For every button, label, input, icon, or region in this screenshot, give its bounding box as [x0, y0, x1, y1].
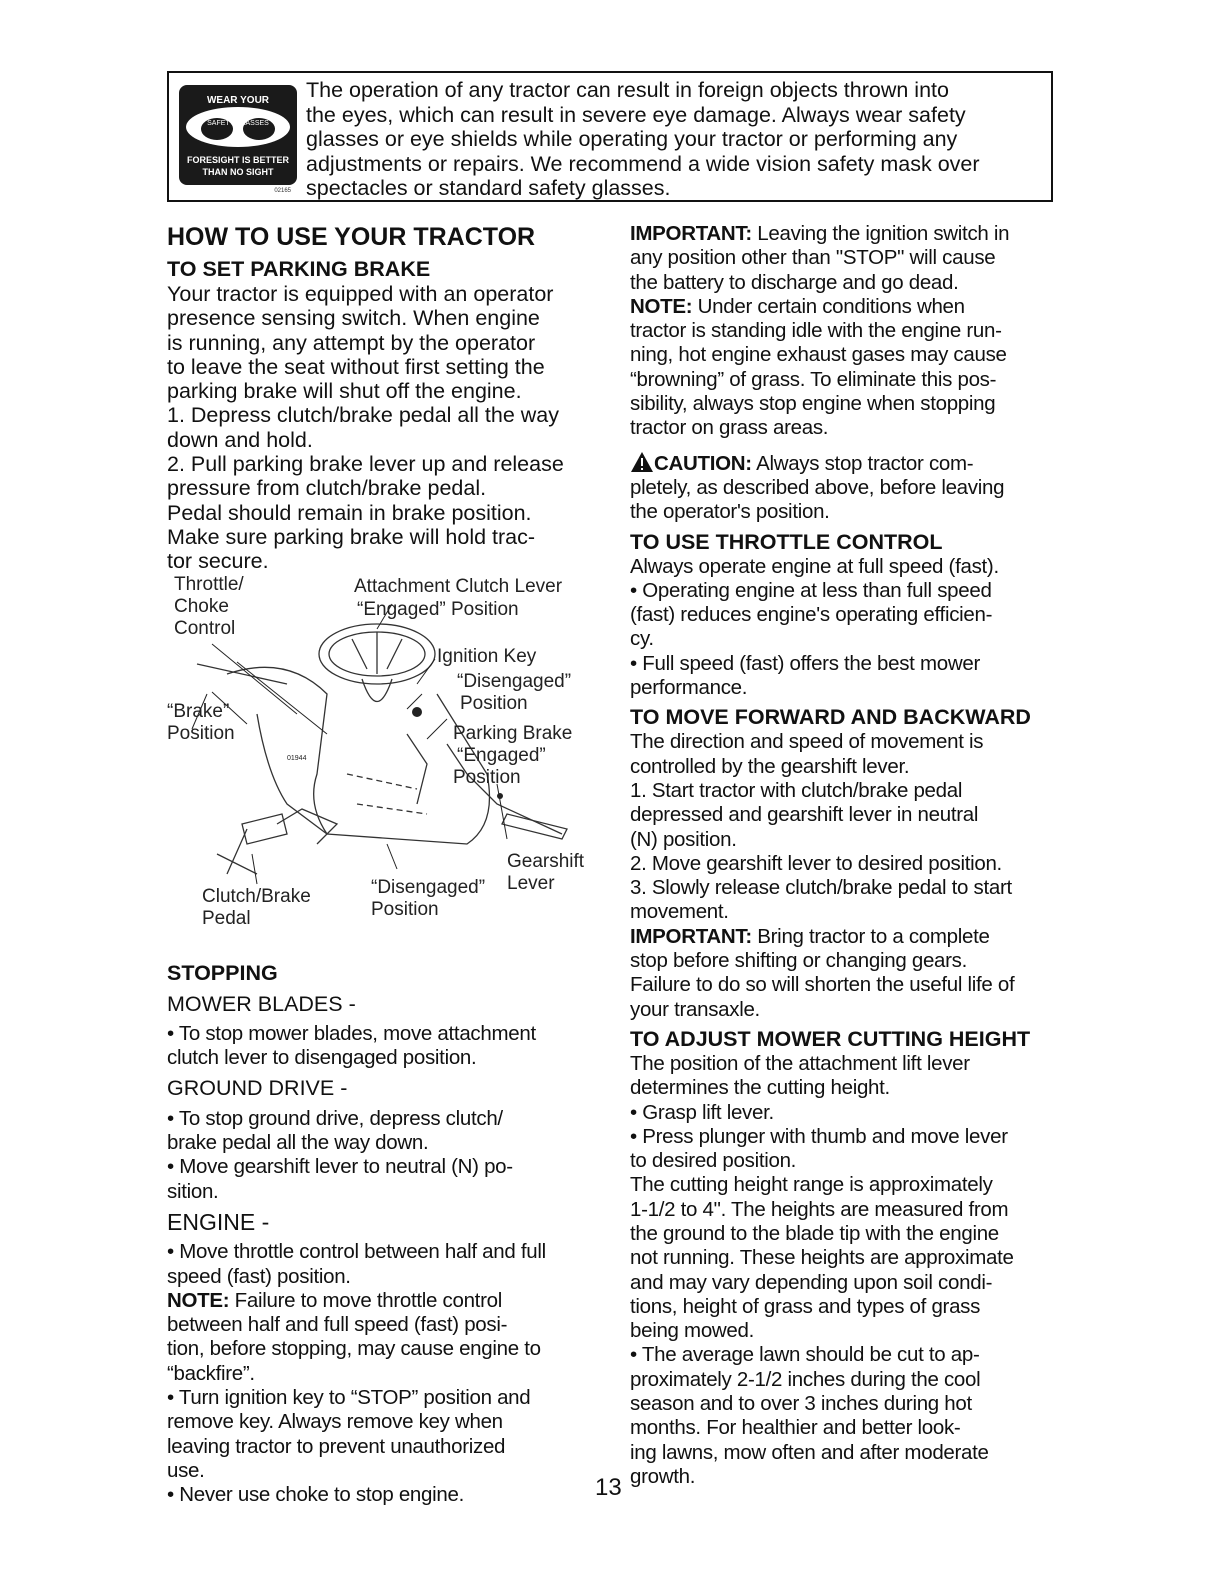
bullet-line: performance. [630, 676, 748, 700]
bullet-line: • Never use choke to stop engine. [167, 1483, 464, 1507]
label-line: Clutch/Brake [202, 886, 311, 907]
move-heading: TO MOVE FORWARD AND BACKWARD [630, 705, 1031, 730]
note-line: between half and full speed (fast) posi- [167, 1313, 508, 1337]
parking-line: parking brake will shut off the engine. [167, 379, 522, 404]
ground-bullet-1 [167, 1107, 599, 1156]
step-line: 2. Move gearshift lever to desired position. [630, 851, 1002, 875]
section-title: HOW TO USE YOUR TRACTOR [167, 223, 536, 251]
bullet-line: use. [167, 1458, 205, 1482]
bullet-line: cy. [630, 627, 654, 651]
warning-line: adjustments or repairs. We recommend a wide vision safety mask over [306, 151, 980, 176]
note-text: Under certain conditions when [692, 294, 965, 318]
note-text: Failure to move throttle control [229, 1288, 502, 1312]
caution-text: Always stop tractor com- [751, 451, 974, 475]
tractor-controls-diagram [167, 574, 597, 934]
note-line [167, 1289, 599, 1313]
important-line [630, 222, 1060, 246]
move-step-3 [630, 876, 1060, 925]
adjust-bullet-2 [630, 1125, 1060, 1174]
step-line: tor secure. [167, 549, 269, 574]
step-line: movement. [630, 900, 729, 924]
warning-line: glasses or eye shields while operating your tractor or performing any [306, 127, 958, 151]
move-intro-line: controlled by the gearshift lever. [630, 754, 910, 778]
step-line: Pedal should remain in brake position. [167, 500, 532, 525]
important-line: the battery to discharge and go dead. [630, 270, 959, 294]
bullet-line: clutch lever to disengaged position. [167, 1046, 477, 1070]
step-line: 2. Pull parking brake lever up and release [167, 452, 564, 477]
right-column [630, 222, 1060, 1489]
bullet-line: speed (fast) position. [167, 1264, 351, 1288]
important-line: your transaxle. [630, 997, 760, 1021]
diagram-label-gearshift [507, 851, 585, 894]
safety-warning-box [167, 71, 1053, 202]
adjust-para-line: being mowed. [630, 1319, 755, 1343]
parking-brake-knob [412, 707, 422, 717]
note-line: tion, before stopping, may cause engine to [167, 1337, 541, 1361]
bullet-line: • Full speed (fast) offers the best mower [630, 651, 980, 675]
label-line: Control [174, 618, 236, 639]
step-line: pressure from clutch/brake pedal. [167, 476, 487, 501]
diagram-label-throttle [174, 574, 244, 639]
throttle-intro: Always operate engine at full speed (fast). [630, 554, 999, 578]
caution-line [630, 451, 1060, 476]
bullet-line: season and to over 3 inches during hot [630, 1392, 972, 1416]
bullet-line: • The average lawn should be cut to ap- [630, 1343, 980, 1367]
caution-triangle-icon [630, 451, 654, 473]
bullet-line: ing lawns, mow often and after moderate [630, 1440, 989, 1464]
label-line: Position [460, 693, 528, 714]
note-line [630, 295, 1060, 319]
icon-label-bottom1: FORESIGHT IS BETTER [186, 155, 290, 165]
label-line: “Brake” [167, 701, 230, 722]
ground-bullet-2 [167, 1155, 599, 1204]
label-line: “Disengaged” [371, 877, 486, 898]
note-line: “browning” of grass. To eliminate this pos- [630, 367, 997, 391]
parking-line: is running, any attempt by the operator [167, 330, 536, 355]
adjust-para-line: not running. These heights are approximate [630, 1246, 1014, 1270]
step-line: 1. Start tractor with clutch/brake pedal [630, 778, 963, 802]
mower-blades-label: MOWER BLADES - [167, 991, 356, 1016]
adjust-para-line: and may vary depending upon soil condi- [630, 1270, 993, 1294]
warning-line: The operation of any tractor can result in foreign objects thrown into [306, 78, 949, 102]
important-text: Leaving the ignition switch in [751, 222, 1010, 245]
step-line: 1. Depress clutch/brake pedal all the way [167, 403, 559, 428]
bullet-line: to desired position. [630, 1149, 797, 1173]
important-label: IMPORTANT: [630, 222, 752, 245]
bullet-line: • To stop mower blades, move attachment [167, 1021, 536, 1045]
warning-text [306, 78, 1046, 201]
important-text: Bring tractor to a complete [751, 924, 990, 948]
icon-label-bottom2: THAN NO SIGHT [202, 167, 274, 177]
step-2 [167, 452, 599, 573]
engine-bullet [167, 1240, 599, 1289]
label-line: Throttle/ [174, 574, 244, 595]
safety-glasses-icon [179, 85, 297, 193]
step-line: depressed and gearshift lever in neutral [630, 803, 979, 827]
bullet-line: sition. [167, 1179, 219, 1203]
label-line: Lever [507, 873, 555, 894]
engine-bullet-2 [167, 1386, 599, 1483]
step-line: Make sure parking brake will hold trac- [167, 524, 536, 549]
bullet-line: • Turn ignition key to “STOP” position and [167, 1386, 531, 1410]
move-step-1 [630, 779, 1060, 852]
adjust-heading: TO ADJUST MOWER CUTTING HEIGHT [630, 1026, 1031, 1051]
label-line: Choke [174, 596, 229, 617]
diagram-label-disengaged-bottom [371, 877, 485, 920]
adjust-intro-line: determines the cutting height. [630, 1076, 890, 1100]
icon-label-top: WEAR YOUR [206, 95, 270, 106]
bullet-line: • Operating engine at less than full speed [630, 578, 992, 602]
bullet-line: leaving tractor to prevent unauthorized [167, 1434, 506, 1458]
parking-line: Your tractor is equipped with an operator [167, 282, 554, 306]
throttle-bullet-2 [630, 652, 1060, 701]
label-line: “Engaged” Position [357, 599, 519, 620]
step-line: 3. Slowly release clutch/brake pedal to start [630, 876, 1012, 900]
note-line: sibility, always stop engine when stopping [630, 392, 996, 416]
throttle-bullet-1 [630, 579, 1060, 652]
bullet-line: • Press plunger with thumb and move lever [630, 1124, 1008, 1148]
throttle-heading: TO USE THROTTLE CONTROL [630, 529, 943, 554]
step-line: down and hold. [167, 427, 313, 452]
adjust-para-line: 1-1/2 to 4". The heights are measured from [630, 1197, 1009, 1221]
bullet-line: • Move throttle control between half and full [167, 1240, 546, 1264]
ground-drive-label: GROUND DRIVE - [167, 1076, 348, 1101]
engine-bullet-3 [167, 1483, 599, 1507]
diagram-label-attachment [354, 576, 563, 620]
adjust-bullet-3 [630, 1343, 1060, 1489]
diagram-label-code: 01944 [287, 755, 307, 762]
note-line: “backfire”. [167, 1361, 255, 1385]
label-line: “Disengaged” [457, 671, 572, 692]
step-1 [167, 403, 599, 452]
icon-label-mid: SAFETY GLASSES [207, 120, 269, 127]
caution-line: pletely, as described above, before leaving [630, 475, 1005, 499]
important-line [630, 925, 1060, 949]
note-line: tractor is standing idle with the engine run- [630, 319, 1002, 343]
adjust-para-line: tions, height of grass and types of grass [630, 1294, 981, 1318]
bullet-line: months. For healthier and better look- [630, 1416, 961, 1440]
icon-code: 02165 [274, 188, 291, 193]
label-line: Gearshift [507, 851, 585, 872]
important-line: any position other than "STOP" will cause [630, 246, 996, 270]
step-line: (N) position. [630, 827, 737, 851]
parking-brake-heading: TO SET PARKING BRAKE [167, 257, 431, 281]
adjust-intro-line: The position of the attachment lift lever [630, 1051, 970, 1075]
engine-label: ENGINE - [167, 1208, 270, 1235]
bullet-line: (fast) reduces engine's operating efficien- [630, 603, 993, 627]
bullet-line: brake pedal all the way down. [167, 1131, 429, 1155]
important-label: IMPORTANT: [630, 924, 752, 948]
diagram-label-ignition: Ignition Key [437, 646, 537, 667]
move-intro-line: The direction and speed of movement is [630, 730, 984, 754]
note-line: ning, hot engine exhaust gases may cause [630, 343, 1007, 367]
diagram-label-brake [167, 701, 235, 744]
label-line: Pedal [202, 908, 251, 929]
label-line: “Engaged” [457, 745, 546, 766]
note-label: NOTE: [167, 1288, 230, 1312]
label-line: Position [453, 767, 521, 788]
page-number: 13 [595, 1474, 622, 1501]
adjust-para-line: The cutting height range is approximately [630, 1173, 993, 1197]
note-line: tractor on grass areas. [630, 416, 829, 440]
note-label: NOTE: [630, 294, 693, 318]
adjust-bullet-1 [630, 1101, 1060, 1125]
bullet-line: remove key. Always remove key when [167, 1410, 503, 1434]
parking-line: to leave the seat without first setting the [167, 354, 545, 379]
bullet-line: growth. [630, 1464, 696, 1488]
move-step-2 [630, 852, 1060, 876]
warning-line: spectacles or standard safety glasses. [306, 176, 671, 200]
label-line: Position [371, 899, 439, 920]
bullet-line: • To stop ground drive, depress clutch/ [167, 1106, 503, 1130]
important-line: stop before shifting or changing gears. [630, 949, 968, 973]
label-line: Position [167, 723, 235, 744]
important-line: Failure to do so will shorten the useful life of [630, 973, 1015, 997]
label-line: Attachment Clutch Lever [354, 576, 563, 597]
caution-line: the operator's position. [630, 500, 830, 524]
warning-line: the eyes, which can result in severe eye damage. Always wear safety [306, 102, 966, 127]
diagram-label-disengaged-top [457, 671, 571, 714]
diagram-label-parking [453, 723, 572, 788]
adjust-para-line: the ground to the blade tip with the engine [630, 1221, 999, 1245]
bullet-line: • Move gearshift lever to neutral (N) po- [167, 1155, 513, 1179]
gearshift-knob [497, 793, 503, 799]
parking-line: presence sensing switch. When engine [167, 306, 540, 331]
diagram-label-clutch [202, 886, 311, 929]
caution-label: CAUTION: [654, 451, 752, 475]
bullet-line: proximately 2-1/2 inches during the cool [630, 1367, 981, 1391]
label-line: Parking Brake [453, 723, 573, 744]
mower-bullet [167, 1022, 599, 1071]
bullet-line: • Grasp lift lever. [630, 1100, 774, 1124]
stopping-heading: STOPPING [167, 960, 278, 985]
